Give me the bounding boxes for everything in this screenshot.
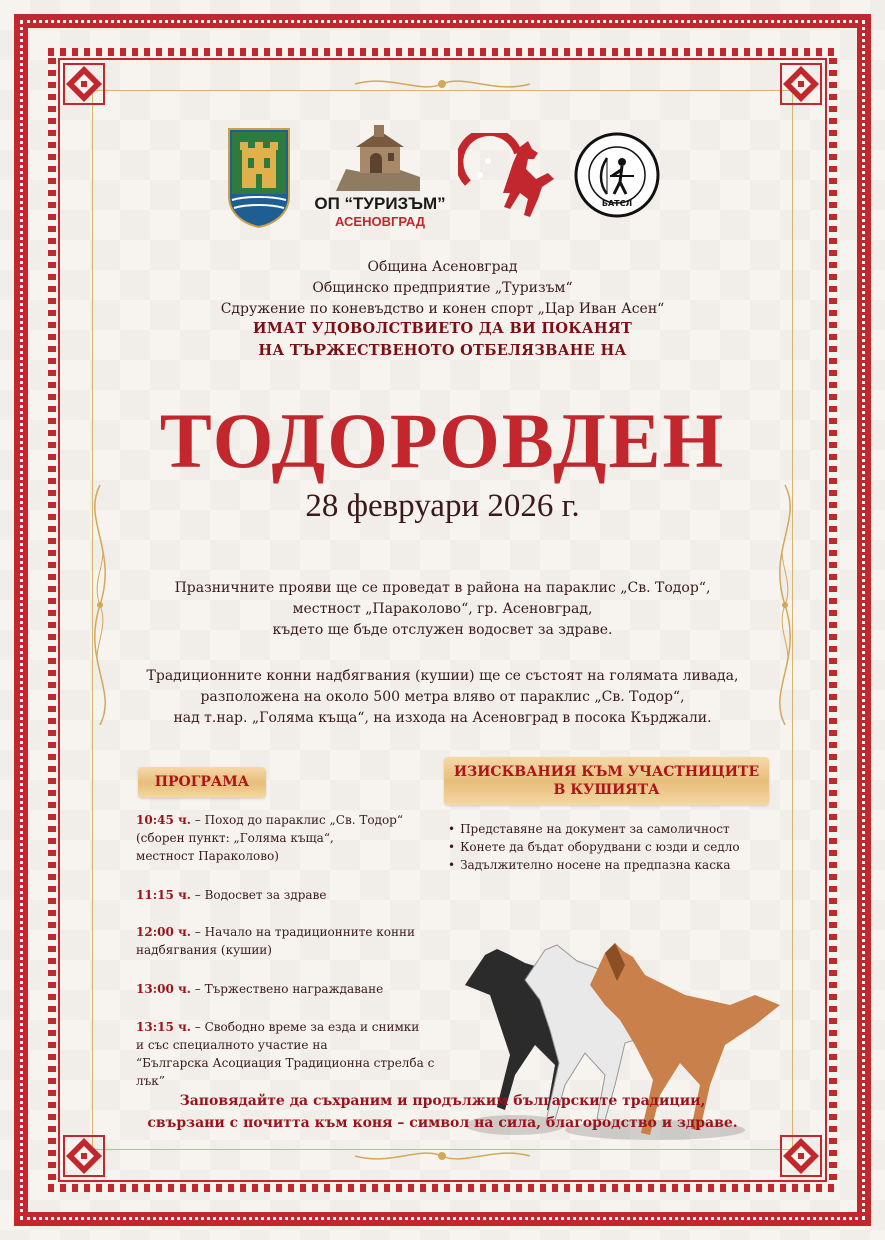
requirement-item: • Представяне на документ за самоличност	[448, 820, 778, 838]
event-title: ТОДОРОВДЕН	[159, 397, 726, 484]
bottom-flourish-icon	[350, 1144, 535, 1168]
schedule-text: – Тържествено награждаване	[190, 982, 384, 996]
organizer-municipality: Община Асеновград	[367, 259, 518, 275]
schedule-time: 13:00 ч.	[136, 982, 191, 996]
location-line: Празничните прояви ще се проведат в района на параклис „Св. Тодор“,	[174, 580, 711, 596]
races-line: над т.нар. „Голяма къща“, на изхода на Асеновград в посока Кърджали.	[173, 710, 712, 726]
schedule-time: 13:15 ч.	[136, 1020, 191, 1034]
schedule-extra: местност Параколово)	[136, 849, 279, 863]
closing-line-1: Заповядайте да съхраним и продължим българските традиции,	[179, 1093, 706, 1109]
event-date: 28 февруари 2026 г.	[305, 488, 580, 524]
schedule-extra: и със специалното участие на	[136, 1038, 328, 1052]
batsl-label: БАТСЛ	[601, 199, 633, 208]
corner-rosette-icon	[777, 60, 825, 108]
location-line: местност „Параколово“, гр. Асеновград,	[292, 601, 593, 617]
races-paragraph	[120, 666, 765, 729]
running-horses-illustration	[455, 935, 785, 1145]
top-flourish-icon	[350, 72, 535, 96]
schedule-item	[136, 980, 456, 998]
schedule-extra: (сборен пункт: „Голяма къща“,	[136, 831, 334, 845]
op-tourism-title: ОП “ТУРИЗЪМ”	[314, 194, 446, 213]
schedule-text: – Водосвет за здраве	[190, 888, 327, 902]
schedule-item	[136, 811, 456, 865]
schedule-item	[136, 1018, 456, 1090]
requirements-heading-line-2: В КУШИЯТА	[553, 782, 660, 798]
schedule-time: 12:00 ч.	[136, 925, 191, 939]
schedule-time: 10:45 ч.	[136, 813, 191, 827]
schedule-item	[136, 886, 456, 904]
invitation-line-2: НА ТЪРЖЕСТВЕНОТО ОТБЕЛЯЗВАНЕ НА	[258, 342, 627, 359]
schedule-extra: надбягвания (кушии)	[136, 943, 272, 957]
organizer-enterprise: Общинско предприятие „Туризъм“	[312, 280, 573, 296]
corner-rosette-icon	[60, 60, 108, 108]
location-paragraph	[120, 578, 765, 641]
schedule-text: – Начало на традиционните конни	[190, 925, 416, 939]
requirements-heading	[444, 757, 769, 805]
program-heading: ПРОГРАМА	[138, 767, 266, 798]
schedule-text: – Свободно време за езда и снимки	[190, 1020, 420, 1034]
op-tourism-subtitle: АСЕНОВГРАД	[334, 214, 426, 229]
races-line: Традиционните конни надбягвания (кушии) ще се състоят на голямата ливада,	[146, 668, 739, 684]
church-photo-logo	[336, 125, 420, 191]
requirements-heading-line-1: ИЗИСКВАНИЯ КЪМ УЧАСТНИЦИТЕ	[453, 764, 760, 780]
batsl-archery-logo	[574, 132, 660, 218]
organizer-association: Сдружение по коневъдство и конен спорт „Цар Иван Асен“	[220, 301, 665, 317]
corner-rosette-icon	[60, 1132, 108, 1180]
schedule-extra: “Българска Асоциация Традиционна стрелба с лък”	[136, 1056, 435, 1088]
location-line: където ще бъде отслужен водосвет за здраве.	[272, 622, 613, 638]
schedule-text: – Поход до параклис „Св. Тодор“	[190, 813, 403, 827]
asenovgrad-crest-logo	[226, 126, 292, 228]
horse-club-logo	[458, 133, 558, 223]
closing-line-2: свързани с почитта към коня – символ на сила, благородство и здраве.	[147, 1115, 738, 1131]
requirement-item: • Задължително носене на предпазна каска	[448, 856, 778, 874]
races-line: разположена на около 500 метра вляво от параклис „Св. Тодор“,	[200, 689, 685, 705]
schedule-item	[136, 923, 456, 959]
requirement-item: • Конете да бъдат оборудвани с юзди и седло	[448, 838, 778, 856]
requirements-list	[448, 820, 778, 874]
schedule-time: 11:15 ч.	[136, 888, 191, 902]
invitation-line-1: ИМАТ УДОВОЛСТВИЕТО ДА ВИ ПОКАНЯТ	[252, 320, 633, 337]
